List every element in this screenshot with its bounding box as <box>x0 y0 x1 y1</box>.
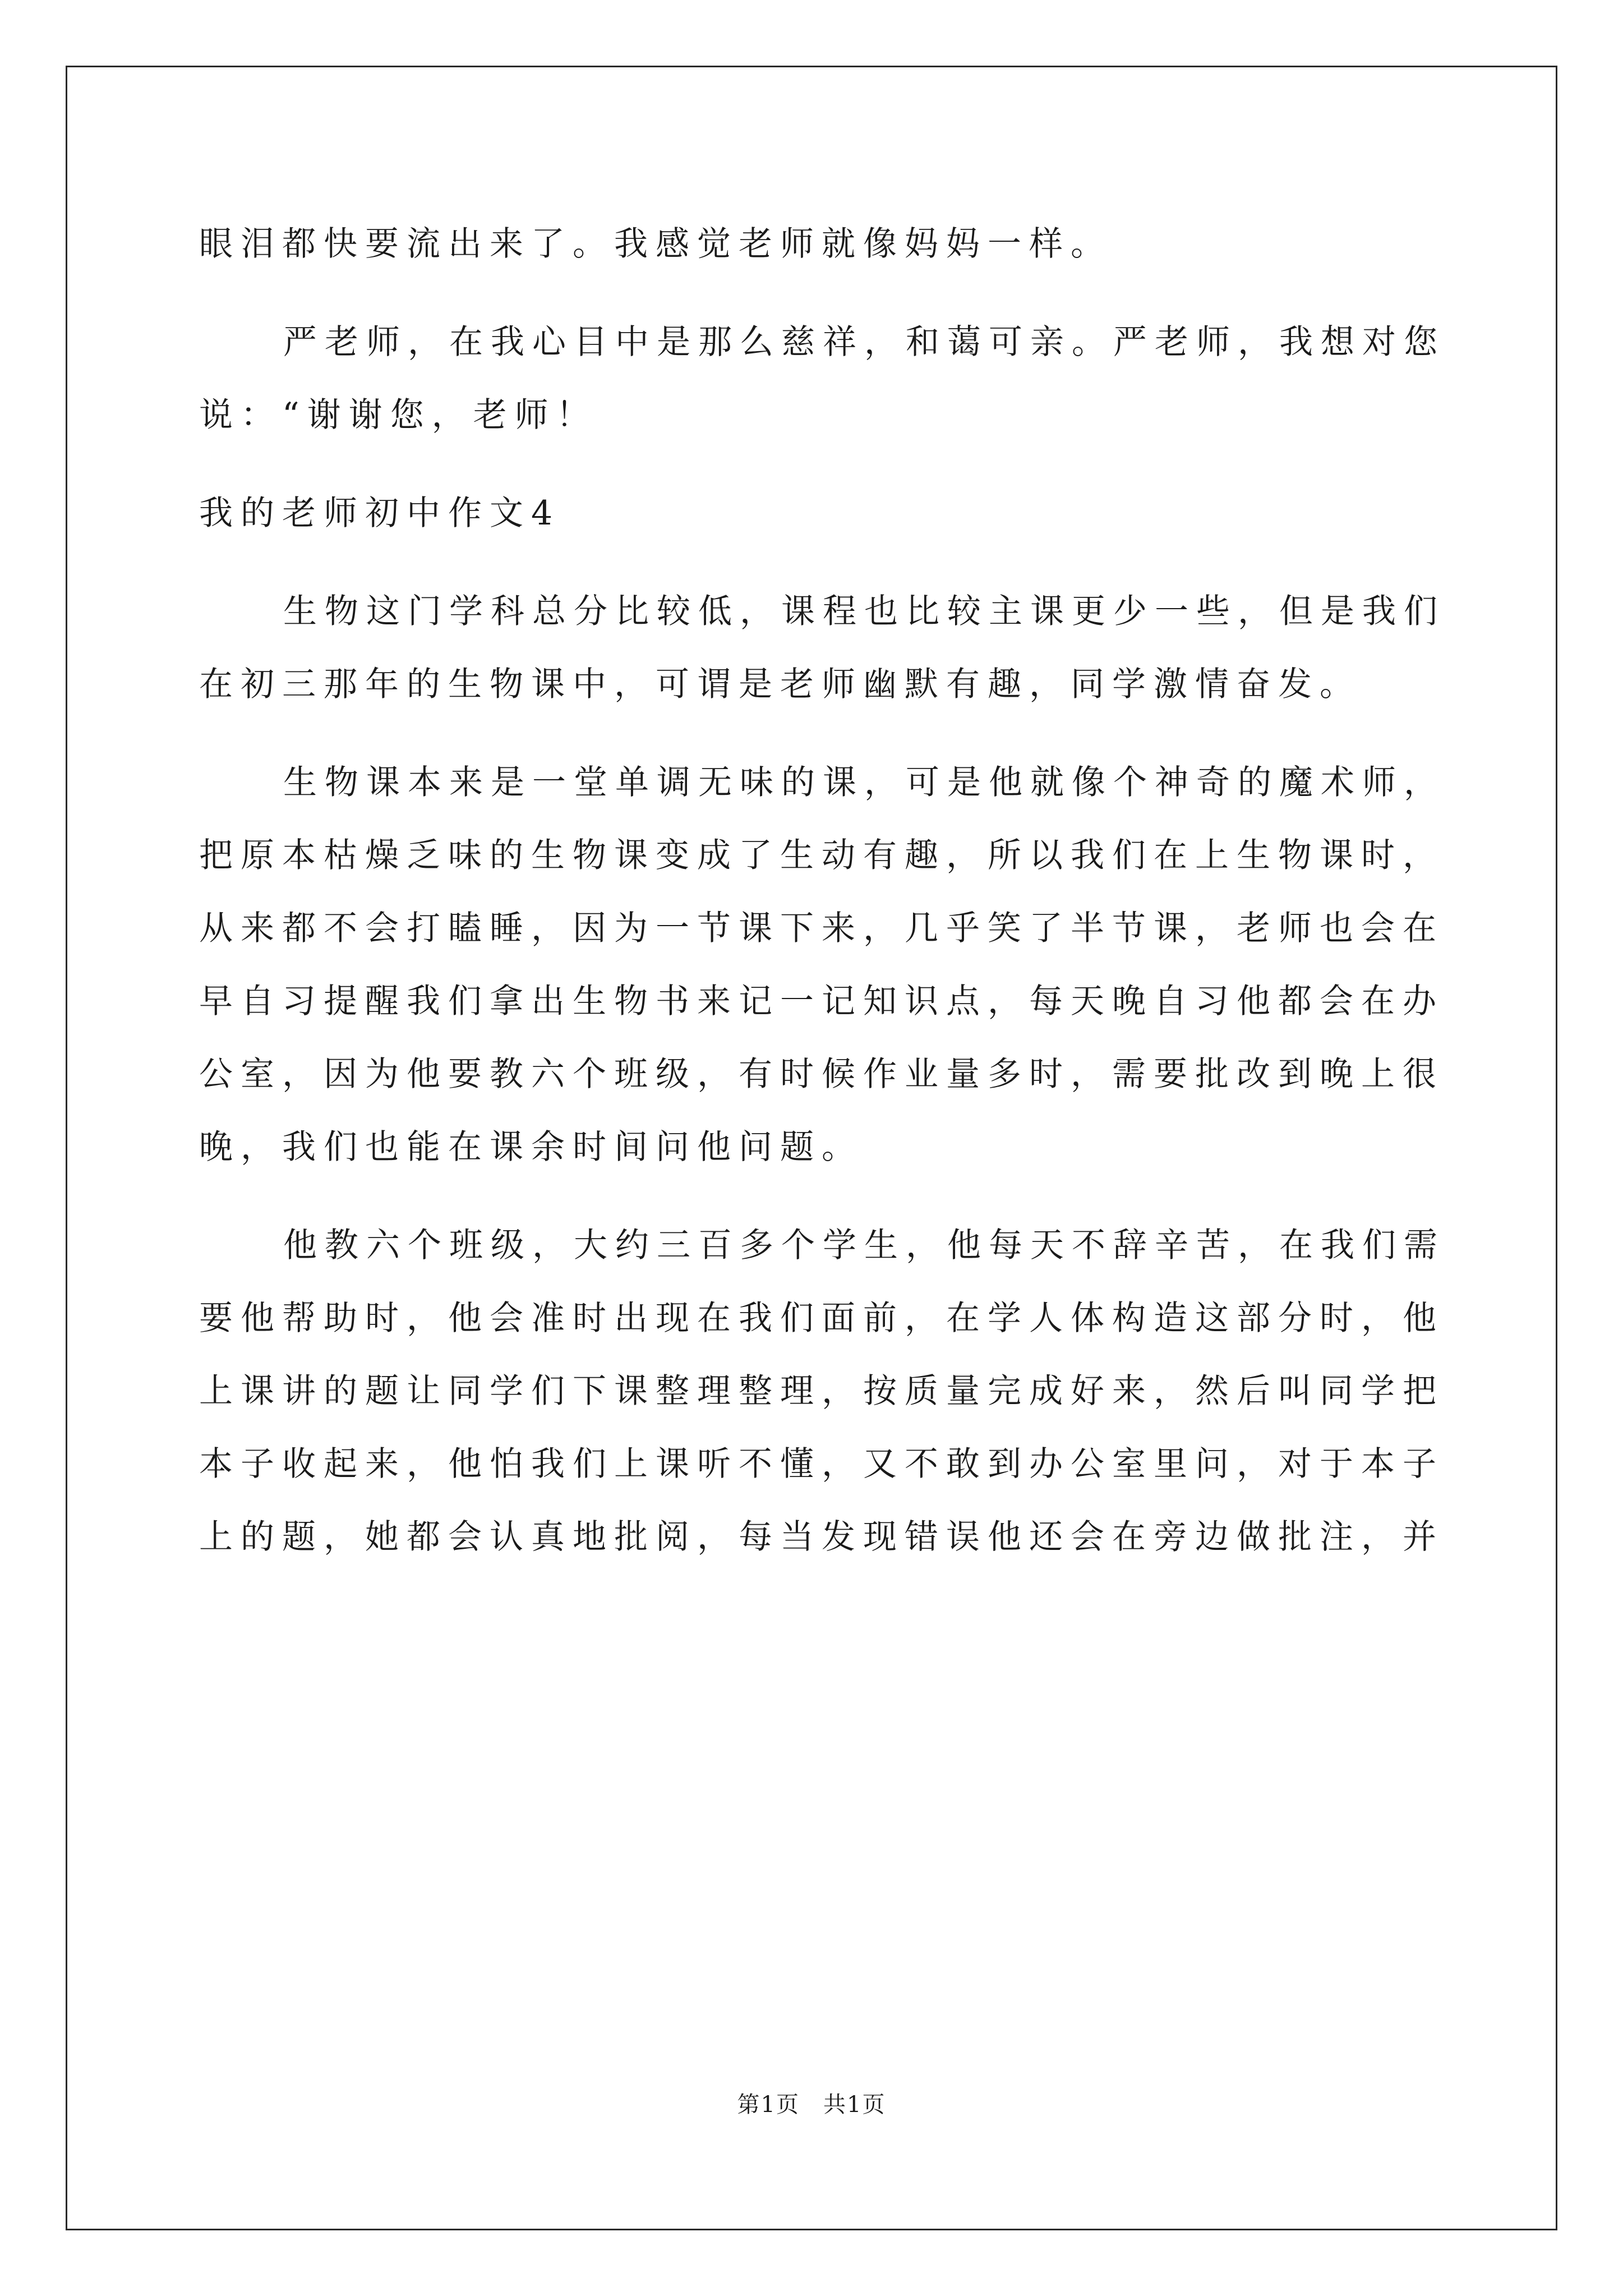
text-line-8: 把原本枯燥乏味的生物课变成了生动有趣，所以我们在上生物课时， <box>199 836 1444 875</box>
text-line-5: 生物这门学科总分比较低，课程也比较主课更少一些，但是我们 <box>283 592 1445 631</box>
text-line-13: 他教六个班级，大约三百多个学生，他每天不辞辛苦，在我们需 <box>283 1226 1445 1265</box>
paragraph-gap <box>199 452 1427 477</box>
text-line-11: 公室，因为他要教六个班级，有时候作业量多时，需要批改到晚上很 <box>199 1055 1444 1094</box>
paragraph-gap <box>199 721 1427 746</box>
text-line-6: 在初三那年的生物课中，可谓是老师幽默有趣，同学激情奋发。 <box>199 665 1361 704</box>
text-line-2: 严老师，在我心目中是那么慈祥，和蔼可亲。严老师，我想对您 <box>283 323 1445 362</box>
document-body <box>199 208 1445 1573</box>
text-line-14: 要他帮助时，他会准时出现在我们面前，在学人体构造这部分时，他 <box>199 1299 1444 1338</box>
paragraph-gap <box>199 1184 1427 1209</box>
text-line-15: 上课讲的题让同学们下课整理整理，按质量完成好来，然后叫同学把 <box>199 1372 1444 1411</box>
text-line-9: 从来都不会打瞌睡，因为一节课下来，几乎笑了半节课，老师也会在 <box>199 909 1444 948</box>
text-line-10: 早自习提醒我们拿出生物书来记一记知识点，每天晚自习他都会在办 <box>199 982 1444 1021</box>
text-line-1: 眼泪都快要流出来了。我感觉老师就像妈妈一样。 <box>199 224 1112 264</box>
page-footer: 第1页 共1页 <box>737 2092 886 2118</box>
text-line-17: 上的题，她都会认真地批阅，每当发现错误他还会在旁边做批注，并 <box>199 1517 1444 1557</box>
text-line-7: 生物课本来是一堂单调无味的课，可是他就像个神奇的魔术师， <box>283 763 1445 802</box>
paragraph-gap <box>199 550 1427 575</box>
text-line-16: 本子收起来，他怕我们上课听不懂，又不敢到办公室里问，对于本子 <box>199 1444 1444 1484</box>
text-line-12: 晚，我们也能在课余时间问他问题。 <box>199 1128 863 1167</box>
paragraph-gap <box>199 280 1427 306</box>
section-heading: 我的老师初中作文4 <box>199 494 561 533</box>
text-line-3: 说：“谢谢您，老师！ <box>199 395 598 435</box>
